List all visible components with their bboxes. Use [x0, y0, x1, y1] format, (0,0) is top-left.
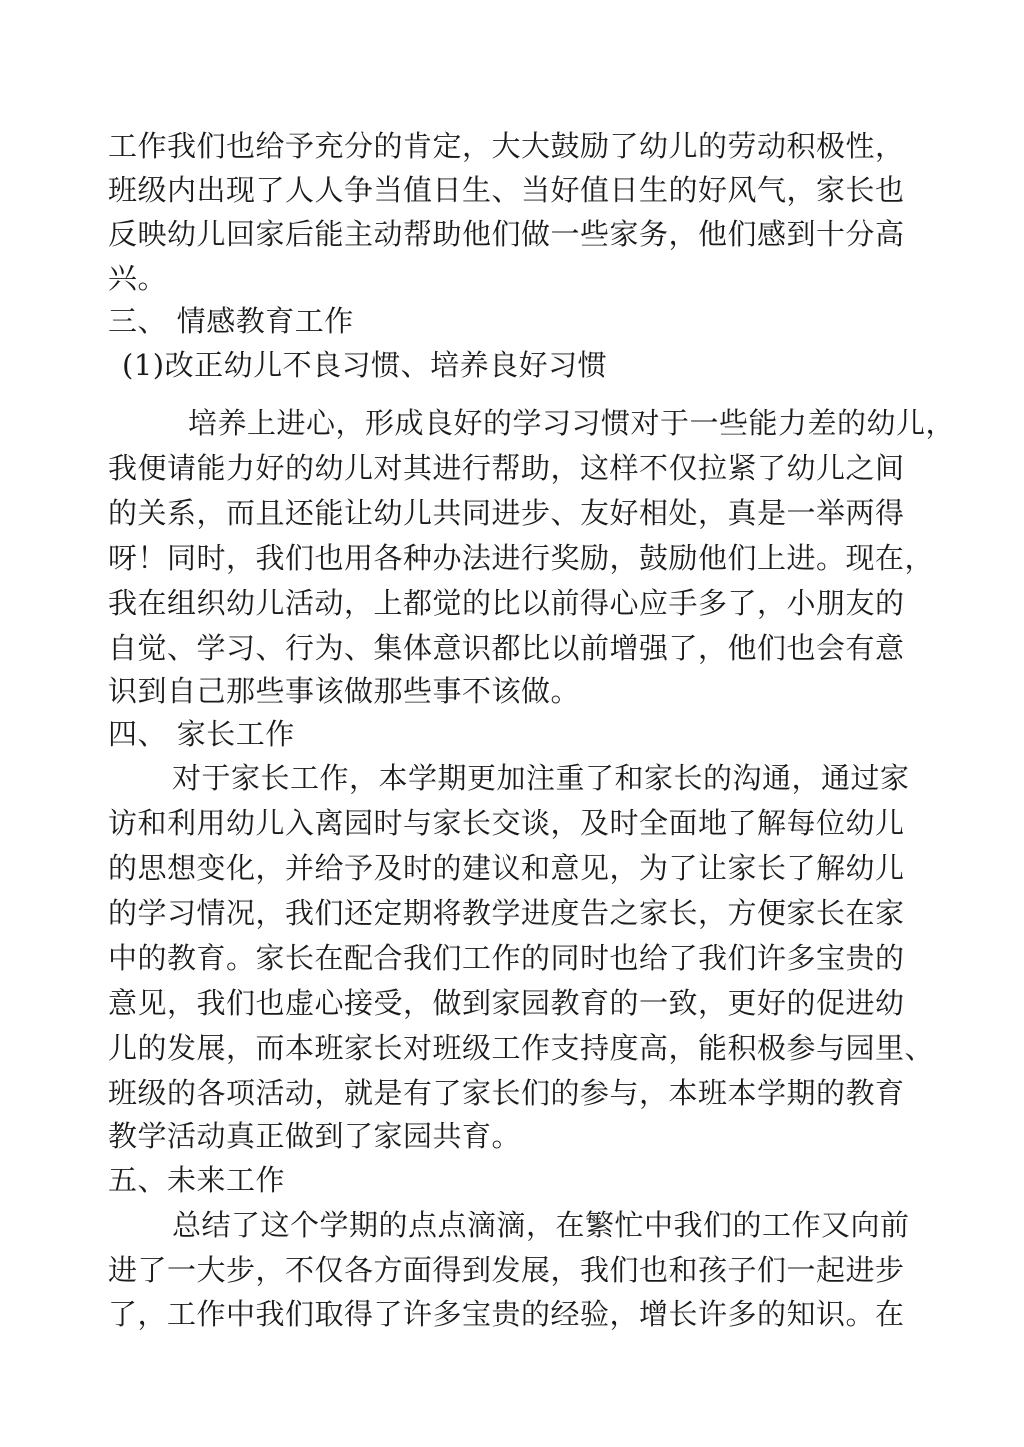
paragraph-start: 培养上进心，形成良好的学习习惯对于一些能力差的幼儿，	[188, 406, 956, 440]
body-line: 了，工作中我们取得了许多宝贵的经验，增长许多的知识。在	[108, 1297, 905, 1331]
body-line: 儿的发展，而本班家长对班级工作支持度高，能积极参与园里、	[108, 1031, 935, 1065]
body-line: 的学习情况，我们还定期将教学进度告之家长，方便家长在家	[108, 896, 905, 930]
body-line: 识到自己那些事该做那些事不该做。	[108, 674, 581, 708]
subsection-heading: (1)改正幼儿不良习惯、培养良好习惯	[122, 348, 608, 382]
body-line: 班级的各项活动，就是有了家长们的参与，本班本学期的教育	[108, 1076, 905, 1110]
body-line: 我在组织幼儿活动，上都觉的比以前得心应手多了，小朋友的	[108, 586, 905, 620]
body-line: 的关系，而且还能让幼儿共同进步、友好相处，真是一举两得	[108, 496, 905, 530]
body-line: 工作我们也给予充分的肯定，大大鼓励了幼儿的劳动积极性，	[108, 129, 905, 163]
body-line: 反映幼儿回家后能主动帮助他们做一些家务，他们感到十分高	[108, 217, 905, 251]
body-line: 兴。	[108, 261, 168, 295]
paragraph-start: 对于家长工作，本学期更加注重了和家长的沟通，通过家	[172, 761, 910, 795]
body-line: 进了一大步，不仅各方面得到发展，我们也和孩子们一起进步	[108, 1253, 905, 1287]
body-line: 访和利用幼儿入离园时与家长交谈，及时全面地了解每位幼儿	[108, 806, 905, 840]
body-line: 我便请能力好的幼儿对其进行帮助，这样不仅拉紧了幼儿之间	[108, 451, 905, 485]
body-line: 的思想变化，并给予及时的建议和意见，为了让家长了解幼儿	[108, 851, 905, 885]
paragraph-start: 总结了这个学期的点点滴滴，在繁忙中我们的工作又向前	[172, 1208, 910, 1242]
section-heading-5: 五、未来工作	[108, 1163, 286, 1197]
body-line: 自觉、学习、行为、集体意识都比以前增强了，他们也会有意	[108, 631, 905, 665]
body-line: 呀！同时，我们也用各种办法进行奖励，鼓励他们上进。现在，	[108, 541, 935, 575]
section-heading-3: 三、 情感教育工作	[108, 304, 354, 338]
body-line: 教学活动真正做到了家园共育。	[108, 1119, 522, 1153]
body-line: 班级内出现了人人争当值日生、当好值日生的好风气，家长也	[108, 173, 905, 207]
body-line: 中的教育。家长在配合我们工作的同时也给了我们许多宝贵的	[108, 941, 905, 975]
section-heading-4: 四、 家长工作	[108, 717, 295, 751]
body-line: 意见，我们也虚心接受，做到家园教育的一致，更好的促进幼	[108, 986, 905, 1020]
